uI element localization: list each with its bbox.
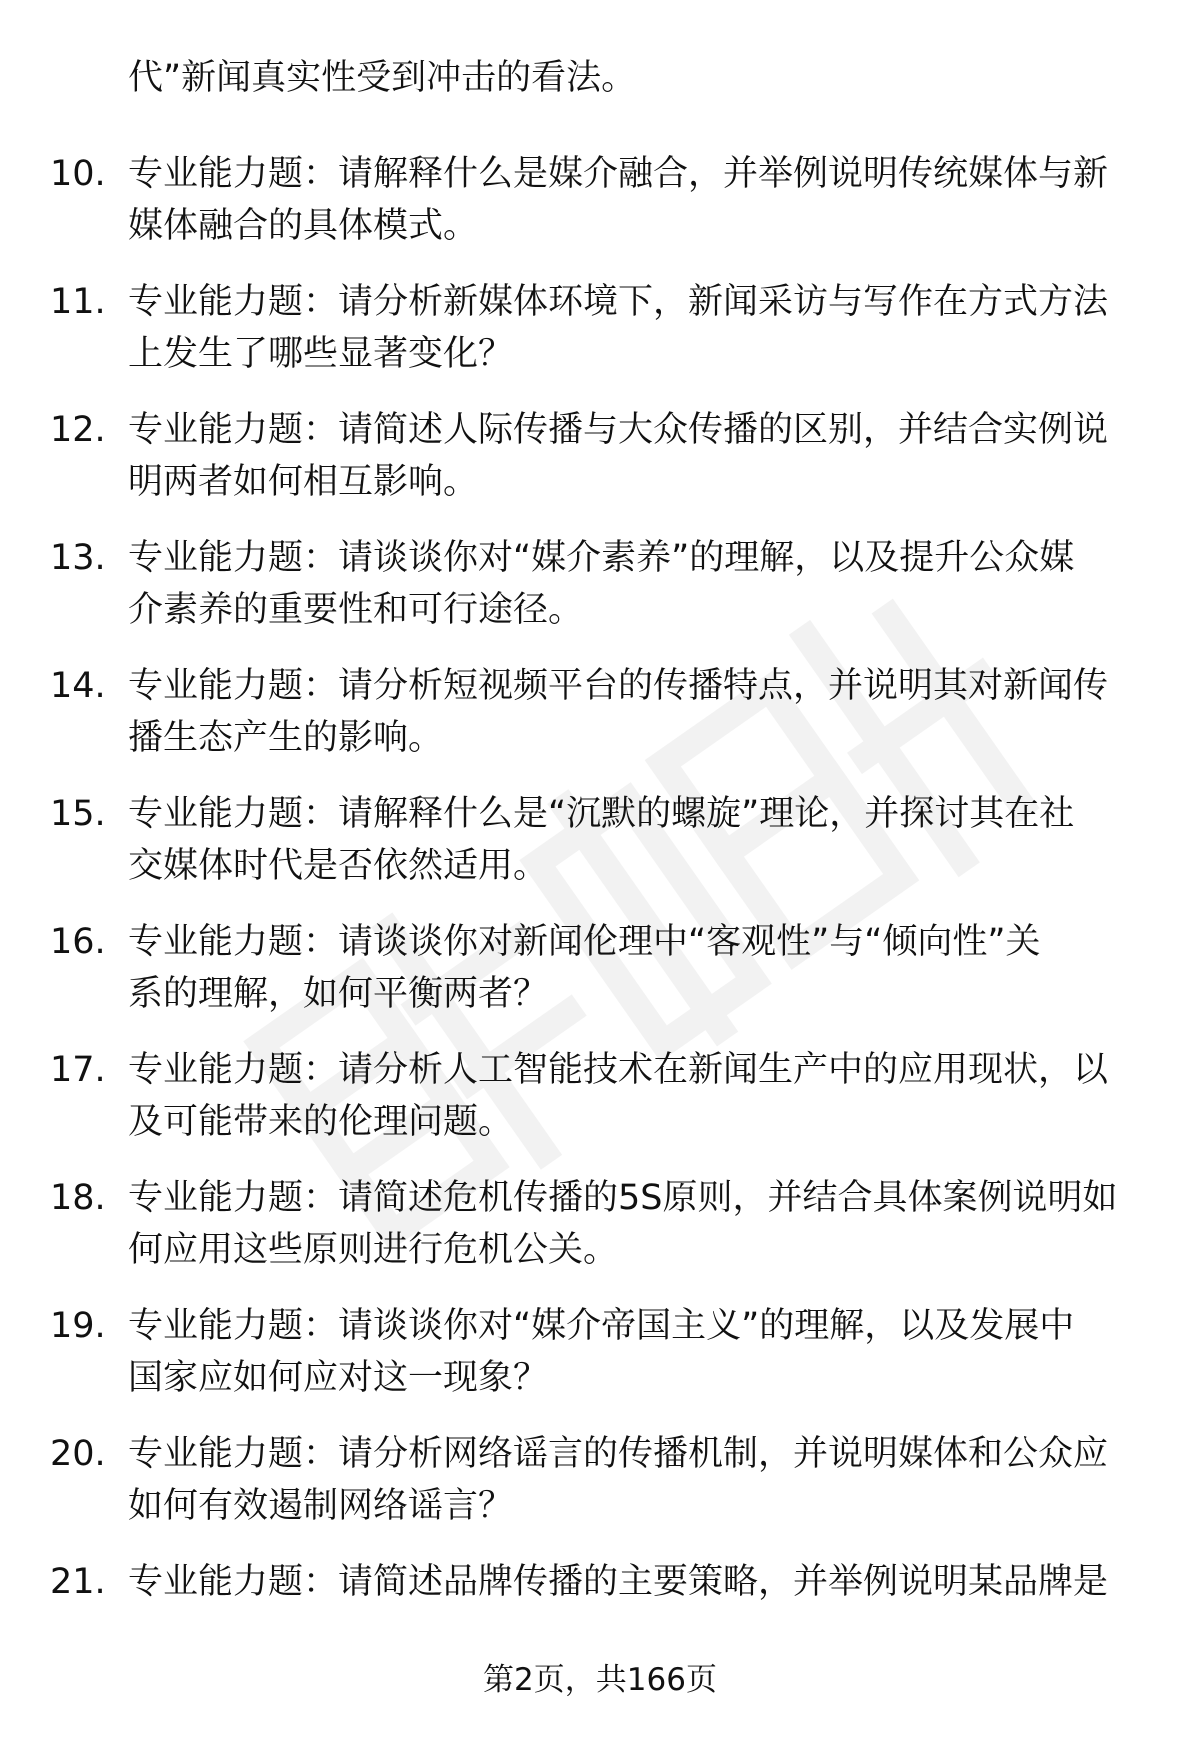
question-list <box>0 138 1200 1674</box>
question-item <box>0 1546 1200 1674</box>
question-item <box>0 906 1200 1034</box>
question-text <box>128 1172 1138 1276</box>
question-text-line: 专业能力题：请分析短视频平台的传播特点，并说明其对新闻传 <box>128 666 1109 706</box>
question-text-line: 明两者如何相互影响。 <box>128 462 479 502</box>
question-text-line: 专业能力题：请解释什么是媒介融合，并举例说明传统媒体与新 <box>128 154 1109 194</box>
continuation-line: 代”新闻真实性受到冲击的看法。 <box>128 58 637 98</box>
question-number: 16. <box>50 922 106 962</box>
question-item <box>0 1290 1200 1418</box>
question-text <box>128 1300 1138 1404</box>
question-number: 18. <box>50 1178 106 1218</box>
question-text <box>128 788 1138 892</box>
page-footer: 第2页，共166页 <box>483 1662 717 1698</box>
question-text <box>128 276 1138 380</box>
question-text <box>128 532 1138 636</box>
question-text <box>128 404 1138 508</box>
question-item <box>0 522 1200 650</box>
question-number: 19. <box>50 1306 106 1346</box>
question-text <box>128 660 1138 764</box>
question-item <box>0 138 1200 266</box>
question-text-line: 国家应如何应对这一现象？ <box>128 1358 549 1398</box>
question-text-line: 介素养的重要性和可行途径。 <box>128 590 584 630</box>
question-text-line: 专业能力题：请谈谈你对新闻伦理中“客观性”与“倾向性”关 <box>128 922 1041 962</box>
question-text <box>128 916 1138 1020</box>
question-item <box>0 650 1200 778</box>
question-text-line: 专业能力题：请分析网络谣言的传播机制，并说明媒体和公众应 <box>128 1434 1109 1474</box>
question-text <box>128 1044 1138 1148</box>
question-item <box>0 1162 1200 1290</box>
question-text-line: 何应用这些原则进行危机公关。 <box>128 1230 619 1270</box>
question-item <box>0 1034 1200 1162</box>
question-text-line: 系的理解，如何平衡两者？ <box>128 974 549 1014</box>
question-text-line: 交媒体时代是否依然适用。 <box>128 846 549 886</box>
question-text-line: 专业能力题：请谈谈你对“媒介帝国主义”的理解，以及发展中 <box>128 1306 1075 1346</box>
question-number: 11. <box>50 282 106 322</box>
question-text-line: 专业能力题：请分析人工智能技术在新闻生产中的应用现状，以 <box>128 1050 1109 1090</box>
question-text-line: 及可能带来的伦理问题。 <box>128 1102 514 1142</box>
question-number: 12. <box>50 410 106 450</box>
question-number: 10. <box>50 154 106 194</box>
question-text <box>128 1428 1138 1532</box>
question-text <box>128 148 1138 252</box>
question-number: 20. <box>50 1434 106 1474</box>
question-text-line: 如何有效遏制网络谣言？ <box>128 1486 514 1526</box>
question-number: 13. <box>50 538 106 578</box>
question-text <box>128 1556 1138 1608</box>
question-item <box>0 1418 1200 1546</box>
question-text-line: 专业能力题：请简述危机传播的5S原则，并结合具体案例说明如 <box>128 1178 1118 1218</box>
question-text-line: 播生态产生的影响。 <box>128 718 444 758</box>
question-item <box>0 778 1200 906</box>
question-item <box>0 266 1200 394</box>
question-number: 17. <box>50 1050 106 1090</box>
question-item <box>0 394 1200 522</box>
question-number: 21. <box>50 1562 106 1602</box>
question-text-line: 专业能力题：请简述品牌传播的主要策略，并举例说明某品牌是 <box>128 1562 1109 1602</box>
question-text-line: 专业能力题：请简述人际传播与大众传播的区别，并结合实例说 <box>128 410 1109 450</box>
question-number: 14. <box>50 666 106 706</box>
question-text-line: 专业能力题：请分析新媒体环境下，新闻采访与写作在方式方法 <box>128 282 1109 322</box>
question-text-line: 专业能力题：请解释什么是“沉默的螺旋”理论，并探讨其在社 <box>128 794 1075 834</box>
question-text-line: 媒体融合的具体模式。 <box>128 206 479 246</box>
question-text-line: 专业能力题：请谈谈你对“媒介素养”的理解，以及提升公众媒 <box>128 538 1075 578</box>
question-text-line: 上发生了哪些显著变化？ <box>128 334 514 374</box>
question-number: 15. <box>50 794 106 834</box>
